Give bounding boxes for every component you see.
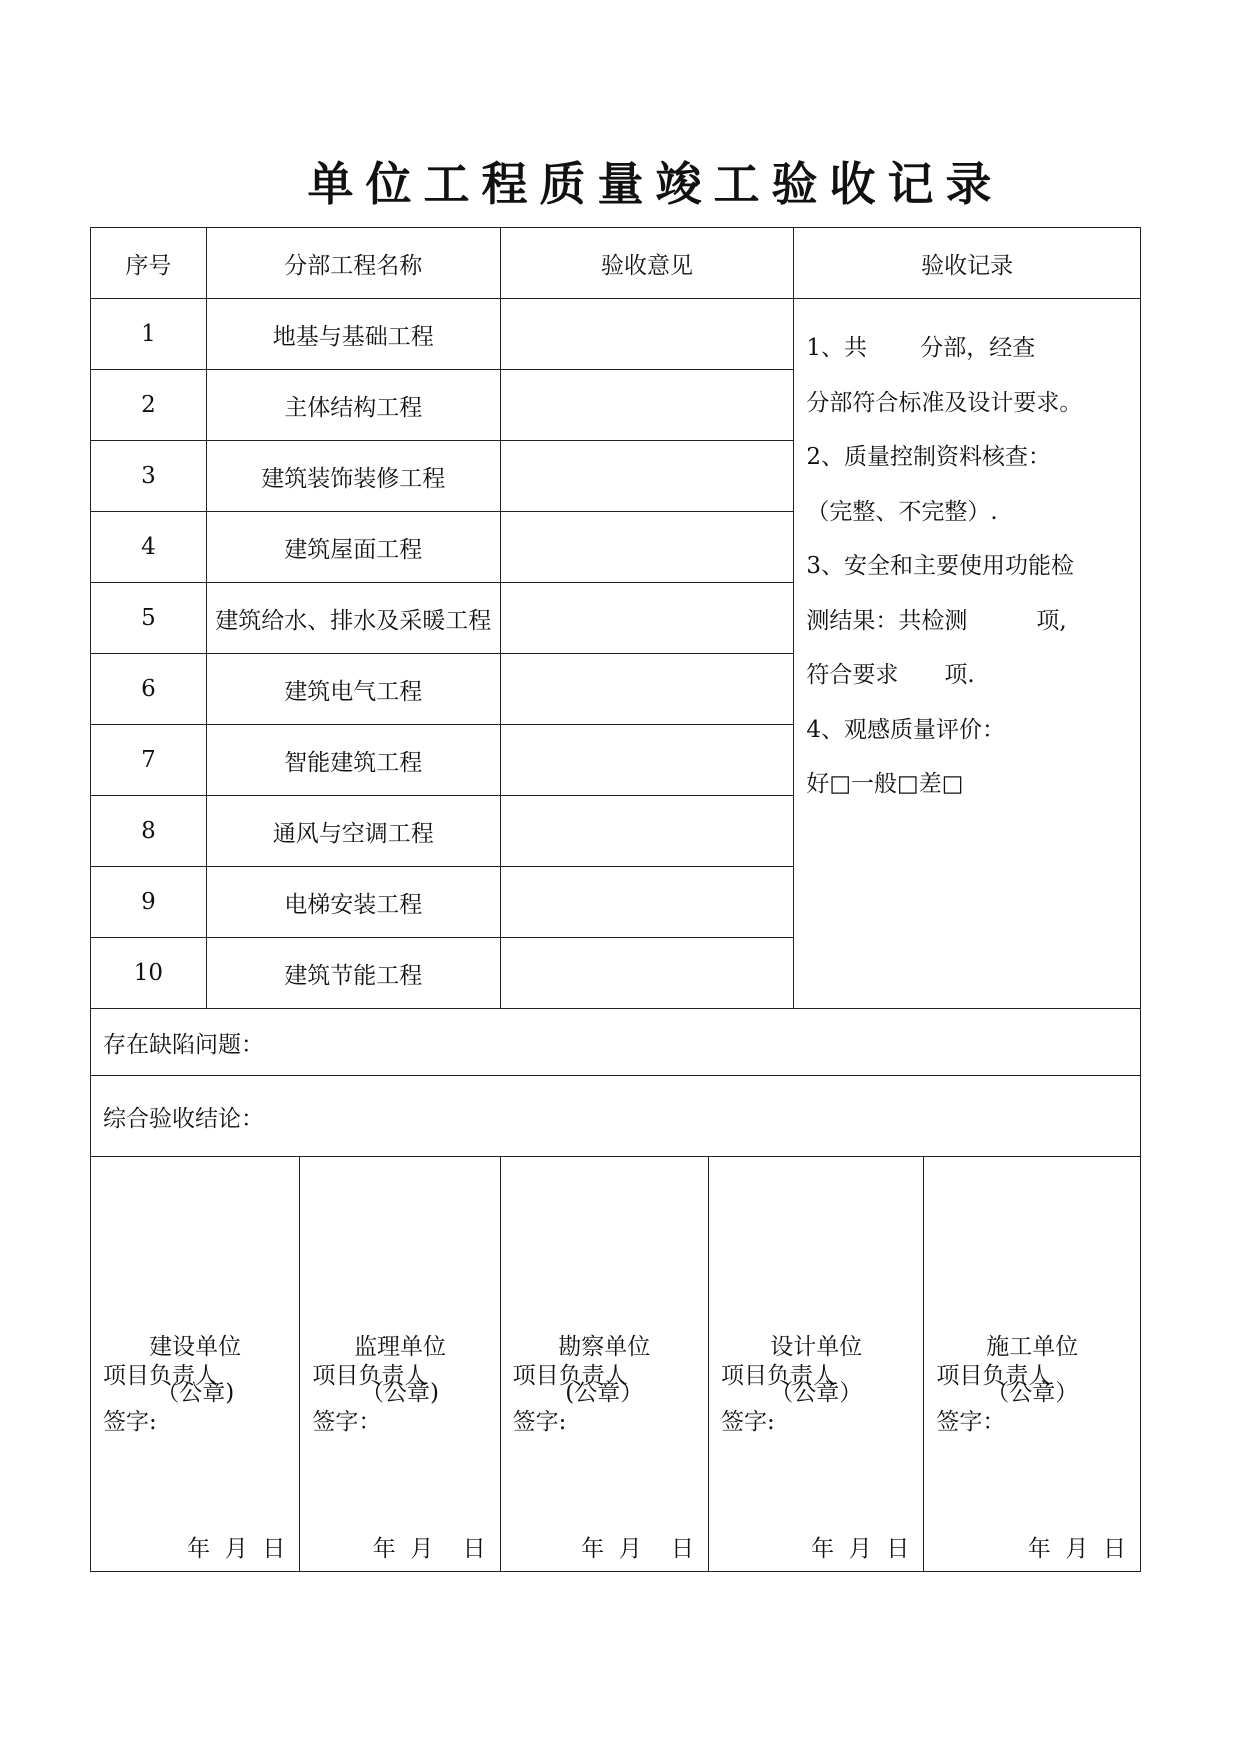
row-name: 主体结构工程 xyxy=(206,370,500,441)
signature-cell-design[interactable] xyxy=(708,1157,923,1572)
sign-label: 签字： xyxy=(312,1409,382,1435)
row-opinion-cell[interactable] xyxy=(500,512,794,583)
record-line: 4、观感质量评价： xyxy=(806,716,1005,743)
row-name: 建筑电气工程 xyxy=(206,654,500,725)
record-line: 3、安全和主要使用功能检 xyxy=(806,553,1074,579)
row-name: 建筑节能工程 xyxy=(206,938,500,1009)
signature-cell-survey[interactable] xyxy=(500,1157,708,1572)
date-label: 年 月 日 xyxy=(581,1536,694,1562)
unit-seal: （公章） xyxy=(770,1380,863,1406)
row-seq: 10 xyxy=(91,938,207,1009)
unit-seal: （公章） xyxy=(986,1380,1079,1406)
row-name: 建筑给水、排水及采暖工程 xyxy=(206,583,500,654)
sign-label: 签字: xyxy=(512,1409,567,1435)
date-label: 年 月 日 xyxy=(811,1536,910,1562)
page-title: 单位工程质量竣工验收记录 xyxy=(307,157,1004,211)
date-label: 年 月 日 xyxy=(1027,1536,1126,1562)
signature-cell-supervision[interactable] xyxy=(300,1157,500,1572)
unit-seal: （公章) xyxy=(156,1380,235,1406)
record-cell[interactable] xyxy=(794,299,1141,1009)
header-name: 分部工程名称 xyxy=(206,228,500,299)
record-line: （完整、不完整）. xyxy=(806,498,998,525)
row-seq: 7 xyxy=(91,725,207,796)
unit-seal: (公章） xyxy=(565,1380,644,1406)
defects-row xyxy=(91,1009,1141,1076)
row-seq: 2 xyxy=(91,370,207,441)
row-name: 电梯安装工程 xyxy=(206,867,500,938)
sign-label: 签字: xyxy=(720,1409,775,1435)
manager-label: 项目负责人 xyxy=(512,1363,628,1389)
row-name: 建筑装饰装修工程 xyxy=(206,441,500,512)
record-line: 2、质量控制资料核查： xyxy=(806,444,1051,470)
sign-label: 签字: xyxy=(103,1409,157,1435)
defects-label: 存在缺陷问题： xyxy=(103,1031,264,1058)
header-row xyxy=(91,228,1141,299)
manager-label: 项目负责人 xyxy=(936,1363,1052,1389)
header-opinion: 验收意见 xyxy=(500,228,794,299)
header-record: 验收记录 xyxy=(794,228,1141,299)
row-opinion-cell[interactable] xyxy=(500,867,794,938)
row-seq: 4 xyxy=(91,512,207,583)
manager-label: 项目负责人 xyxy=(720,1363,836,1389)
row-opinion-cell[interactable] xyxy=(500,654,794,725)
header-seq: 序号 xyxy=(91,228,207,299)
row-opinion-cell[interactable] xyxy=(500,938,794,1009)
row-opinion-cell[interactable] xyxy=(500,583,794,654)
conclusion-row xyxy=(91,1076,1141,1157)
conclusion-cell[interactable] xyxy=(91,1076,1141,1157)
row-name: 地基与基础工程 xyxy=(206,299,500,370)
row-seq: 9 xyxy=(91,867,207,938)
record-line: 测结果：共检测 项, xyxy=(806,607,1067,634)
unit-seal: （公章) xyxy=(360,1380,439,1406)
sign-label: 签字： xyxy=(936,1409,1006,1435)
row-seq: 3 xyxy=(91,441,207,512)
row-seq: 6 xyxy=(91,654,207,725)
table-row xyxy=(91,299,1141,370)
unit-name: 勘察单位 xyxy=(558,1334,651,1360)
row-opinion-cell[interactable] xyxy=(500,299,794,370)
defects-cell[interactable] xyxy=(91,1009,1141,1076)
row-opinion-cell[interactable] xyxy=(500,725,794,796)
signature-row xyxy=(91,1157,1141,1572)
manager-label: 项目负责人 xyxy=(103,1363,218,1389)
unit-name: 监理单位 xyxy=(353,1334,446,1360)
row-name: 智能建筑工程 xyxy=(206,725,500,796)
manager-label: 项目负责人 xyxy=(312,1363,428,1389)
record-line: 符合要求 项. xyxy=(806,662,975,688)
record-line: 分部符合标准及设计要求。 xyxy=(806,389,1083,416)
record-line: 好□一般□差□ xyxy=(806,771,964,797)
row-opinion-cell[interactable] xyxy=(500,441,794,512)
unit-name: 建设单位 xyxy=(149,1334,242,1360)
conclusion-label: 综合验收结论： xyxy=(103,1105,264,1132)
unit-name: 施工单位 xyxy=(986,1334,1079,1360)
acceptance-table xyxy=(90,227,1141,1572)
row-opinion-cell[interactable] xyxy=(500,370,794,441)
record-line: 1、共 分部，经查 xyxy=(806,335,1036,361)
signature-cell-contractor[interactable] xyxy=(924,1157,1141,1572)
row-name: 建筑屋面工程 xyxy=(206,512,500,583)
row-seq: 1 xyxy=(91,299,207,370)
unit-name: 设计单位 xyxy=(770,1334,863,1360)
signature-cell-construction[interactable] xyxy=(91,1157,300,1572)
row-name: 通风与空调工程 xyxy=(206,796,500,867)
date-label: 年 月 日 xyxy=(187,1536,286,1562)
row-seq: 5 xyxy=(91,583,207,654)
row-opinion-cell[interactable] xyxy=(500,796,794,867)
row-seq: 8 xyxy=(91,796,207,867)
date-label: 年 月 日 xyxy=(372,1536,486,1562)
